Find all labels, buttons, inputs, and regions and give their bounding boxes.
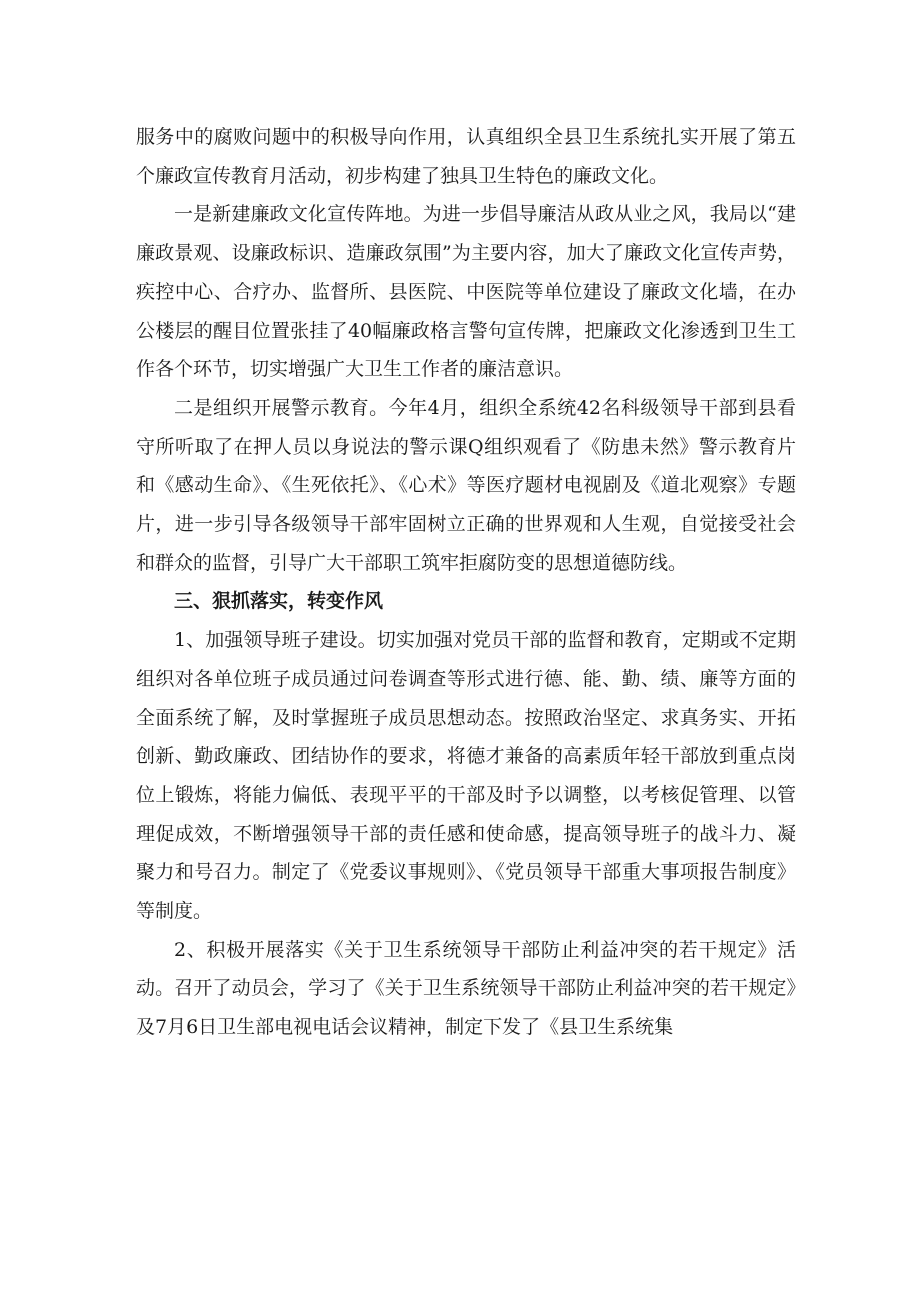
section-heading: 三、狠抓落实，转变作风 [174,590,384,613]
paragraph-propaganda-front: 一是新建廉政文化宣传阵地。为进一步倡导廉洁从政从业之风，我局以“建廉政景观、设廉政标识、造廉政氛围”为主要内容，加大了廉政文化宣传声势，疾控中心、合疗办、监督所、县医院、中医院等单位建设了廉政文化墙，在办公楼层的醒目位置张挂了40幅廉政格言警句宣传牌，把廉政文化渗透到卫生工作各个环节，切实增强广大卫生工作者的廉洁意识。 [136,203,796,381]
paragraph-conflict-of-interest: 2、积极开展落实《关于卫生系统领导干部防止利益冲突的若干规定》活动。召开了动员会，学习了《关于卫生系统领导干部防止利益冲突的若干规定》及7月6日卫生部电视电话会议精神，制定下发了《县卫生系统集 [136,938,796,1039]
paragraph-leadership-building: 1、加强领导班子建设。切实加强对党员干部的监督和教育，定期或不定期组织对各单位班子成员通过问卷调查等形式进行德、能、勤、绩、廉等方面的全面系统了解，及时掌握班子成员思想动态。按照政治坚定、求真务实、开拓创新、勤政廉政、团结协作的要求，将德才兼备的高素质年轻干部放到重点岗位上锻炼，将能力偏低、表现平平的干部及时予以调整，以考核促管理、以管理促成效，不断增强领导干部的责任感和使命感，提高领导班子的战斗力、凝聚力和号召力。制定了《党委议事规则》、《党员领导干部重大事项报告制度》等制度。 [136,629,796,923]
paragraph-warning-education: 二是组织开展警示教育。今年4月，组织全系统42名科级领导干部到县看守所听取了在押人员以身说法的警示课Q组织观看了《防患未然》警示教育片和《感动生命》、《生死依托》、《心术》等医疗题材电视剧及《道北观察》专题片，进一步引导各级领导干部牢固树立正确的世界观和人生观，自觉接受社会和群众的监督，引导广大干部职工筑牢拒腐防变的思想道德防线。 [136,396,796,574]
paragraph-continuation: 服务中的腐败问题中的积极导向作用，认真组织全县卫生系统扎实开展了第五个廉政宣传教育月活动，初步构建了独具卫生特色的廉政文化。 [136,126,796,187]
document-page [136,118,796,1047]
